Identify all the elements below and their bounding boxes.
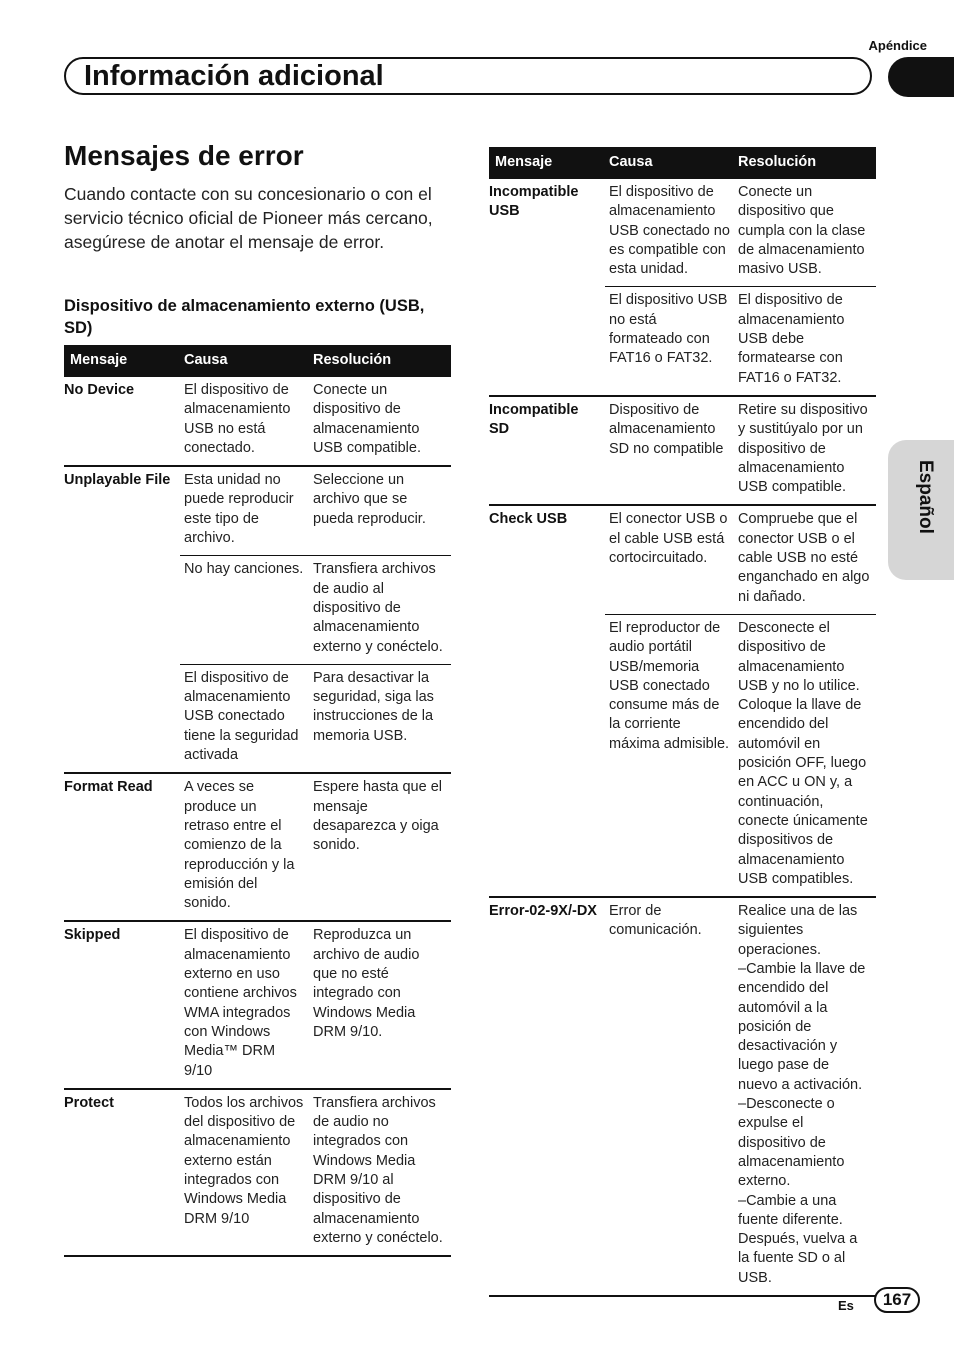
error-cause: Dispositivo de almacenamiento SD no compatible: [605, 396, 734, 505]
corner-tab: [888, 57, 954, 97]
table-row: [489, 897, 876, 1296]
error-resolution: Espere hasta que el mensaje desaparezca y oiga sonido.: [309, 773, 451, 921]
error-resolution: Transfiera archivos de audio al dispositivo de almacenamiento externo y conéctelo.: [309, 556, 451, 664]
error-message: Unplayable File: [64, 466, 180, 773]
table-row: [489, 505, 876, 614]
header-cause: Causa: [180, 345, 309, 377]
error-cause: El dispositivo de almacenamiento USB conectado no es compatible con esta unidad.: [605, 179, 734, 287]
header-resolution: Resolución: [309, 345, 451, 377]
subheading: Dispositivo de almacenamiento externo (USB, SD): [64, 297, 425, 337]
error-cause: Error de comunicación.: [605, 897, 734, 1296]
error-cause: A veces se produce un retraso entre el comienzo de la reproducción y la emisión del sonido.: [180, 773, 309, 921]
error-message: Protect: [64, 1089, 180, 1256]
table-row: [489, 179, 876, 287]
error-cause: El reproductor de audio portátil USB/memoria USB conectado consume más de la corriente máxima admisible.: [605, 614, 734, 897]
error-cause: El conector USB o el cable USB está cortocircuitado.: [605, 505, 734, 614]
error-message: Incompatible USB: [489, 179, 605, 396]
table-row: [64, 921, 451, 1088]
error-resolution: Conecte un dispositivo que cumpla con la clase de almacenamiento masivo USB.: [734, 179, 876, 287]
page-title: Mensajes de error: [64, 140, 304, 171]
table-row: [64, 377, 451, 466]
error-resolution: Transfiera archivos de audio no integrados con Windows Media DRM 9/10 al dispositivo de almacenamiento externo y conéctelo.: [309, 1089, 451, 1256]
error-resolution: Desconecte el dispositivo de almacenamiento USB y no lo utilice. Coloque la llave de encendido del automóvil en posición OFF, luego en ACC u ON y, a continuación, conecte únicamente dispositivos de almacenamiento USB compatibles.: [734, 614, 876, 897]
error-resolution: Reproduzca un archivo de audio que no esté integrado con Windows Media DRM 9/10.: [309, 921, 451, 1088]
error-message: Check USB: [489, 505, 605, 897]
error-resolution: Seleccione un archivo que se pueda reproducir.: [309, 466, 451, 556]
error-resolution: Compruebe que el conector USB o el cable USB no esté enganchado en algo ni dañado.: [734, 505, 876, 614]
error-table-right: [489, 147, 876, 1297]
error-message: Incompatible SD: [489, 396, 605, 505]
section-title: Información adicional: [84, 60, 384, 92]
error-resolution: Para desactivar la seguridad, siga las instrucciones de la memoria USB.: [309, 664, 451, 773]
header-message: Mensaje: [64, 345, 180, 377]
error-message: Skipped: [64, 921, 180, 1088]
error-resolution: Retire su dispositivo y sustitúyalo por un dispositivo de almacenamiento USB compatible.: [734, 396, 876, 505]
error-message: Format Read: [64, 773, 180, 921]
error-cause: El dispositivo de almacenamiento USB conectado tiene la seguridad activada: [180, 664, 309, 773]
error-cause: El dispositivo de almacenamiento externo en uso contiene archivos WMA integrados con Windows Media™ DRM 9/10: [180, 921, 309, 1088]
error-resolution: Conecte un dispositivo de almacenamiento USB compatible.: [309, 377, 451, 466]
language-side-tab-label: Español: [915, 460, 936, 534]
appendix-label: Apéndice: [868, 38, 927, 53]
error-resolution: El dispositivo de almacenamiento USB debe formatearse con FAT16 o FAT32.: [734, 287, 876, 396]
table-row: [64, 773, 451, 921]
table-row: [64, 466, 451, 556]
error-cause: No hay canciones.: [180, 556, 309, 664]
error-cause: Todos los archivos del dispositivo de almacenamiento externo están integrados con Windows Media DRM 9/10: [180, 1089, 309, 1256]
table-row: [64, 1089, 451, 1256]
error-cause: Esta unidad no puede reproducir este tipo de archivo.: [180, 466, 309, 556]
page-number: 167: [874, 1287, 920, 1313]
error-cause: El dispositivo USB no está formateado con FAT16 o FAT32.: [605, 287, 734, 396]
error-resolution: Realice una de las siguientes operaciones. –Cambie la llave de encendido del automóvil a la posición de desactivación y luego pase de nuevo a activación. –Desconecte o expulse el dispositivo de almacenamiento externo. –Cambie a una fuente diferente. Después, vuelva a la fuente SD o al USB.: [734, 897, 876, 1296]
footer-language-code: Es: [838, 1298, 854, 1313]
error-table-left: [64, 345, 451, 1257]
error-cause: El dispositivo de almacenamiento USB no está conectado.: [180, 377, 309, 466]
table-row: [489, 396, 876, 505]
error-message: Error-02-9X/-DX: [489, 897, 605, 1296]
header-message: Mensaje: [489, 147, 605, 179]
header-resolution: Resolución: [734, 147, 876, 179]
header-cause: Causa: [605, 147, 734, 179]
intro-paragraph: Cuando contacte con su concesionario o con el servicio técnico oficial de Pioneer más cercano, asegúrese de anotar el mensaje de error.: [64, 184, 433, 252]
error-message: No Device: [64, 377, 180, 466]
